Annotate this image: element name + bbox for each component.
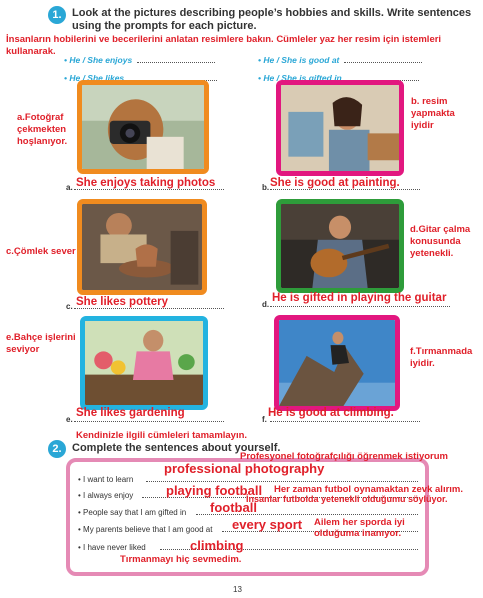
letter-c: c. — [66, 302, 73, 311]
answer-line-a — [74, 189, 224, 190]
photo-a-photographer — [77, 80, 209, 174]
answer-line-e — [74, 421, 224, 422]
prompt-3: • He / She likes — [64, 66, 254, 85]
item-1-line[interactable] — [146, 481, 418, 482]
answer-e: She likes gardening — [76, 407, 185, 419]
section-2-translation: Kendinizle ilgili cümleleri tamamlayın. — [76, 430, 248, 441]
note-a: a.Fotoğraf çekmekten hoşlanıyor. — [17, 112, 68, 147]
note-f: f.Tırmanmada iyidir. — [410, 346, 473, 369]
answer-c: She likes pottery — [76, 296, 169, 308]
answer-a: She enjoys taking photos — [76, 177, 216, 189]
section-2-badge: 2. — [48, 440, 66, 458]
photo-d-guitar — [276, 199, 404, 293]
note-d: d.Gitar çalma konusunda yetenekli. — [410, 224, 471, 259]
prompt-2: • He / She is good at — [258, 48, 458, 67]
section-1-translation: İnsanların hobilerini ve becerilerini anlatan resimlere bakın. Cümleler yaz her resim için istemleri kullanarak. — [6, 34, 442, 57]
item-4-prompt: • My parents believe that I am good at — [78, 525, 213, 534]
item-2-prompt: • I always enjoy — [78, 491, 134, 500]
item-1-answer: professional photography — [164, 461, 325, 476]
section-1-instruction: Look at the pictures describing people’s hobbies and skills. Write sentences using the prompts for each picture. — [72, 7, 472, 32]
photo-c-pottery — [77, 199, 207, 295]
answer-line-d — [270, 306, 450, 307]
answer-d: He is gifted in playing the guitar — [272, 292, 447, 304]
item-3-answer: football — [210, 500, 257, 515]
item-5-prompt: • I have never liked — [78, 543, 146, 552]
note-item-2: Her zaman futbol oynamaktan zevk alırım. — [274, 484, 464, 495]
note-c: c.Çömlek sever — [6, 246, 76, 257]
note-item-5: Tırmanmayı hiç sevmedim. — [120, 554, 242, 565]
page-number: 13 — [233, 585, 242, 594]
answer-f: He is good at climbing. — [268, 407, 394, 419]
note-b: b. resim yapmakta iyidir — [411, 96, 455, 131]
letter-b: b. — [262, 183, 270, 192]
note-item-4: Ailem her sporda iyi olduğuma inanıyor. — [314, 517, 405, 539]
note-e: e.Bahçe işlerini seviyor — [6, 332, 76, 355]
item-3-prompt: • People say that I am gifted in — [78, 508, 187, 517]
letter-e: e. — [66, 415, 73, 424]
answer-line-c — [74, 308, 224, 309]
letter-d: d. — [262, 300, 270, 309]
photo-b-painter — [276, 80, 404, 176]
letter-a: a. — [66, 183, 73, 192]
answer-line-b — [270, 189, 420, 190]
photo-f-climbing — [274, 315, 400, 411]
item-2-answer: playing football — [166, 483, 263, 498]
section-1-badge: 1. — [48, 6, 66, 24]
prompt-4: • He / She is gifted in — [258, 66, 458, 85]
answer-line-f — [270, 421, 420, 422]
photo-e-gardening — [80, 316, 208, 410]
item-1-prompt: • I want to learn — [78, 475, 134, 484]
prompt-1: • He / She enjoys — [64, 48, 254, 67]
answer-b: She is good at painting. — [270, 177, 400, 189]
section-2-instruction: Complete the sentences about yourself. — [72, 442, 281, 454]
note-item-1: Profesyonel fotoğrafçılığı öğrenmek istiyorum — [240, 451, 448, 462]
letter-f: f. — [262, 415, 267, 424]
item-5-answer: climbing — [190, 538, 244, 553]
item-4-answer: every sport — [232, 517, 303, 532]
note-item-3: İnsanlar futbolda yetenekli olduğumu söylüyor. — [246, 494, 448, 504]
